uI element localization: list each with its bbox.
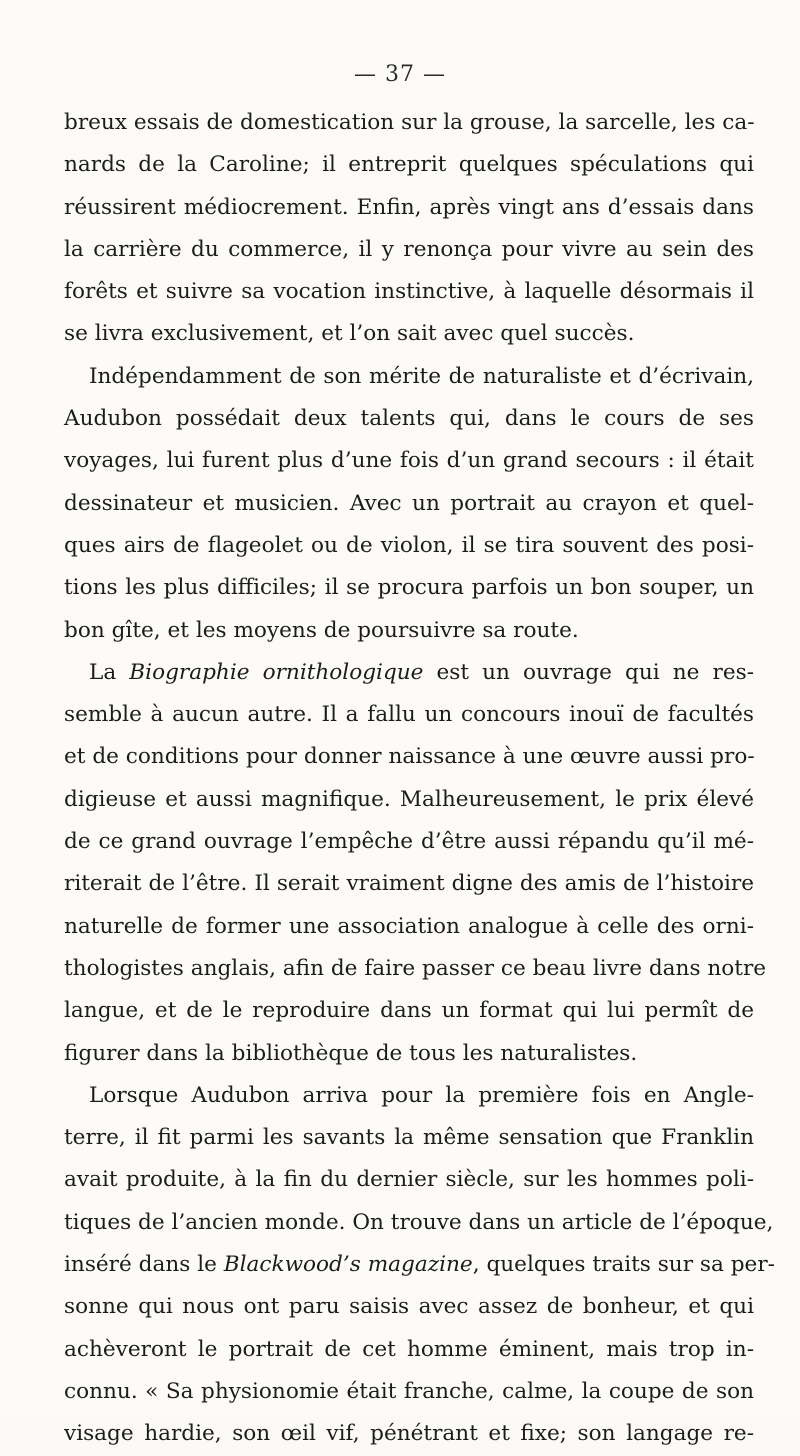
- text-line: sonne qui nous ont paru saisis avec assez de bonheur, et qui: [64, 1294, 754, 1320]
- italic-title: Biographie ornithologique: [129, 659, 424, 685]
- text-line: réussirent médiocrement. Enfin, après vingt ans d’essais dans: [64, 194, 754, 220]
- text-line: dessinateur et musicien. Avec un portrait au crayon et quel-: [64, 490, 754, 516]
- text-line: avait produite, à la fin du dernier siècle, sur les hommes poli-: [64, 1167, 754, 1193]
- text-segment: La: [89, 659, 130, 685]
- text-line: bon gîte, et les moyens de poursuivre sa route.: [64, 617, 579, 643]
- italic-title: Blackwood’s magazine: [223, 1252, 473, 1278]
- text-line: terre, il fit parmi les savants la même sensation que Franklin: [64, 1125, 754, 1151]
- text-line: tions les plus difficiles; il se procura parfois un bon souper, un: [64, 575, 754, 601]
- text-line: visage hardie, son œil vif, pénétrant et fixe; son langage re-: [64, 1421, 754, 1447]
- text-line: Lorsque Audubon arriva pour la première fois en Angle-: [89, 1082, 754, 1108]
- body-text: [64, 102, 775, 1456]
- text-line: riterait de l’être. Il serait vraiment digne des amis de l’histoire: [64, 871, 754, 897]
- text-line: forêts et suivre sa vocation instinctive, à laquelle désormais il: [64, 279, 754, 305]
- text-line: [64, 652, 754, 694]
- text-line: ques airs de flageolet ou de violon, il se tira souvent des posi-: [64, 532, 754, 558]
- text-line: naturelle de former une association analogue à celle des orni-: [64, 913, 754, 939]
- text-line: de ce grand ouvrage l’empêche d’être aussi répandu qu’il mé-: [64, 829, 754, 855]
- text-line: figurer dans la bibliothèque de tous les naturalistes.: [64, 1040, 638, 1066]
- text-line: tiques de l’ancien monde. On trouve dans un article de l’époque,: [64, 1209, 774, 1235]
- text-line: se livra exclusivement, et l’on sait avec quel succès.: [64, 321, 635, 347]
- page-number: — 37 —: [354, 62, 446, 87]
- text-segment: inséré dans le: [64, 1252, 224, 1278]
- text-line: thologistes anglais, afin de faire passer ce beau livre dans notre: [64, 955, 767, 981]
- text-line: achèveront le portrait de cet homme éminent, mais trop in-: [64, 1336, 754, 1362]
- text-segment: est un ouvrage qui ne res-: [423, 659, 754, 685]
- text-line: breux essais de domestication sur la grouse, la sarcelle, les ca-: [64, 110, 755, 135]
- text-line: et de conditions pour donner naissance à une œuvre aussi pro-: [64, 744, 755, 770]
- text-line: semble à aucun autre. Il a fallu un concours inouï de facultés: [64, 702, 754, 728]
- text-segment: , quelques traits sur sa per-: [472, 1252, 775, 1278]
- text-line: voyages, lui furent plus d’une fois d’un grand secours : il était: [64, 448, 754, 474]
- text-line: la carrière du commerce, il y renonça pour vivre au sein des: [64, 236, 754, 262]
- text-line: Audubon possédait deux talents qui, dans le cours de ses: [64, 406, 754, 432]
- text-line: langue, et de le reproduire dans un format qui lui permît de: [64, 998, 754, 1024]
- text-line: Indépendamment de son mérite de naturaliste et d’écrivain,: [89, 363, 754, 389]
- text-line: connu. « Sa physionomie était franche, calme, la coupe de son: [64, 1378, 754, 1404]
- text-line: digieuse et aussi magnifique. Malheureusement, le prix élevé: [64, 786, 754, 812]
- text-line: [64, 1244, 775, 1286]
- text-line: nards de la Caroline; il entreprit quelques spéculations qui: [64, 152, 754, 178]
